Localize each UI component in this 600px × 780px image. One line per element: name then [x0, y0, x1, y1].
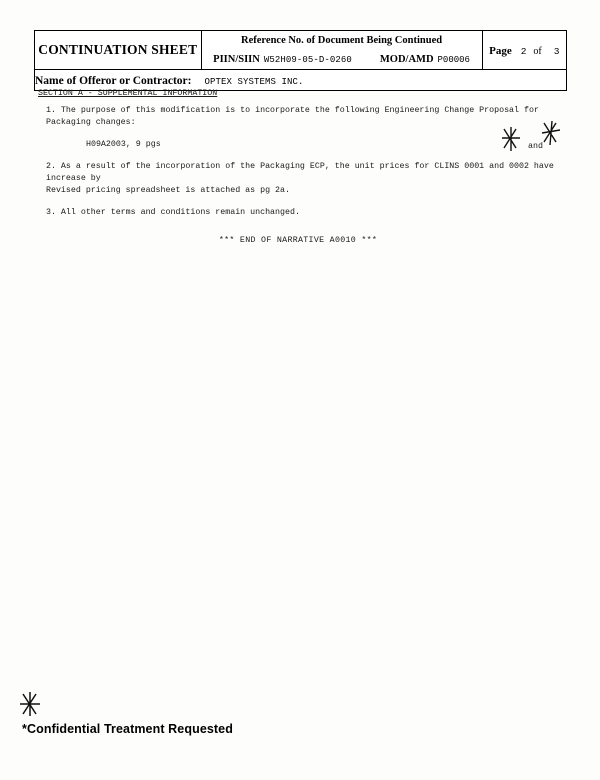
mod-amd-label: MOD/AMD — [379, 54, 434, 65]
reference-cell — [201, 31, 482, 70]
paragraph-2-line-1: 2. As a result of the incorporation of the Packaging ECP, the unit prices for CLINS 0001 and 0002 have increase by — [46, 162, 554, 183]
paragraph-1-subitem: H09A2003, 9 pgs — [86, 140, 161, 149]
page-total: 3 — [553, 46, 560, 57]
page-label: Page — [489, 45, 512, 57]
pin-siin-line — [202, 49, 482, 67]
redaction-initial-mark-2 — [540, 120, 562, 146]
footer-initial-mark — [18, 690, 42, 718]
redaction-initial-mark-1 — [500, 126, 522, 152]
pin-siin-value: W52H09-05-D-0260 — [263, 55, 352, 65]
page-number-cell — [482, 31, 566, 70]
mod-amd-value: P00006 — [437, 55, 470, 65]
offeror-value: OPTEX SYSTEMS INC. — [204, 77, 304, 87]
reference-label: Reference No. of Document Being Continued — [241, 35, 443, 46]
header-row-main — [35, 31, 567, 70]
paragraph-2-and-text: and — [528, 142, 543, 151]
paragraph-2 — [38, 161, 558, 197]
page-title: CONTINUATION SHEET — [38, 42, 198, 57]
paragraph-2-line-2: Revised pricing spreadsheet is attached as pg 2a. — [46, 186, 290, 195]
page-number: 2 — [520, 46, 527, 57]
narrative-end-marker: *** END OF NARRATIVE A0010 *** — [218, 236, 378, 245]
offeror-label: Name of Offeror or Contractor: — [35, 75, 192, 87]
confidential-treatment-note: *Confidential Treatment Requested — [22, 722, 233, 736]
document-body — [38, 88, 558, 247]
continuation-sheet-header — [34, 30, 567, 91]
page-of-label: of — [533, 46, 542, 57]
paragraph-3: 3. All other terms and conditions remain unchanged. — [46, 208, 300, 217]
paragraph-1: 1. The purpose of this modification is to incorporate the following Engineering Change Proposal for Packaging changes: — [46, 106, 539, 127]
continuation-sheet-title-cell — [35, 31, 202, 70]
section-heading: SECTION A - SUPPLEMENTAL INFORMATION — [38, 89, 218, 98]
pin-siin-label: PIIN/SIIN — [213, 54, 260, 65]
